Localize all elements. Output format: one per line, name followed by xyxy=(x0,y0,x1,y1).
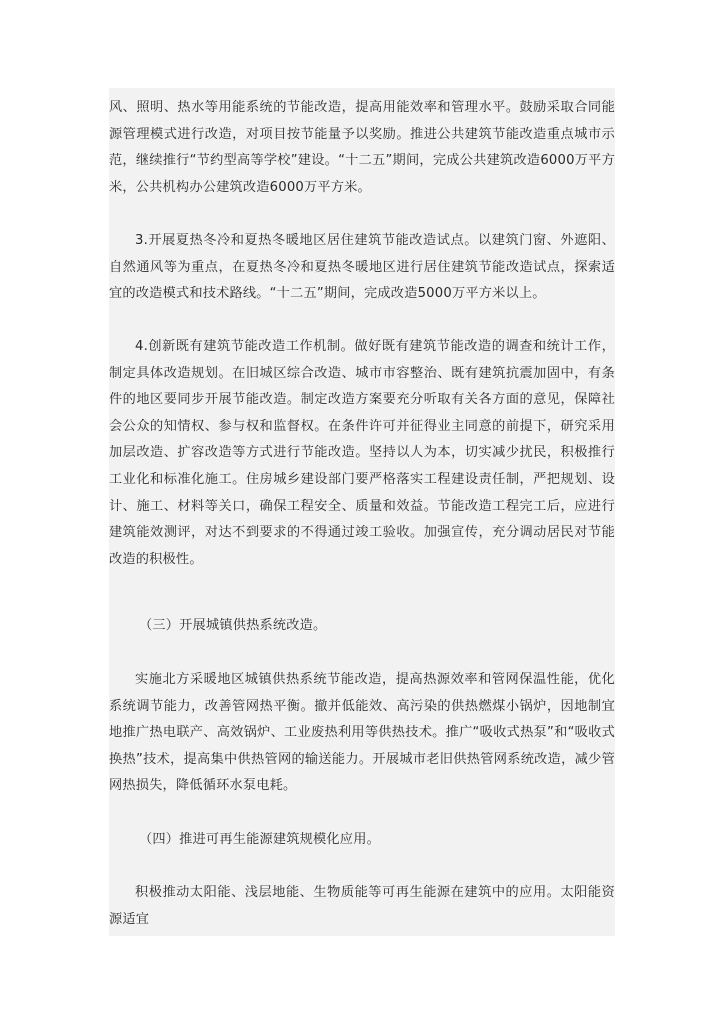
paragraph-heating-system-retrofit: 实施北方采暖地区城镇供热系统节能改造，提高热源效率和管网保温性能，优化系统调节能力，改善管网热平衡。撤并低能效、高污染的供热燃煤小锅炉，因地制宜地推广热电联产、高效锅炉、工业废热利用等供热技术。推广“吸收式热泵”和“吸收式换热”技术，提高集中供热管网的输送能力。开展城市老旧供热管网系统改造，减少管网热损失，降低循环水泵电耗。 xyxy=(109,672,615,794)
paragraph-item-4-retrofit-mechanism: 4.创新既有建筑节能改造工作机制。做好既有建筑节能改造的调查和统计工作，制定具体改造规划。在旧城区综合改造、城市市容整治、既有建筑抗震加固中，有条件的地区要同步开展节能改造。制定改造方案要充分听取有关各方面的意见，保障社会公众的知情权、参与权和监督权。在条件许可并征得业主同意的前提下，研究采用加层改造、扩容改造等方式进行节能改造。坚持以人为本，切实减少扰民，积极推行工业化和标准化施工。住房城乡建设部门要严格落实工程建设责任制，严把规划、设计、施工、材料等关口，确保工程安全、质量和效益。节能改造工程完工后，应进行建筑能效测评，对达不到要求的不得通过竣工验收。加强宣传，充分调动居民对节能改造的积极性。 xyxy=(109,339,615,567)
paragraph-renewable-energy-application: 积极推动太阳能、浅层地能、生物质能等可再生能源在建筑中的应用。太阳能资源适宜 xyxy=(109,885,615,927)
section-heading-3-heating-system: （三）开展城镇供热系统改造。 xyxy=(139,618,327,633)
section-heading-4-renewable-energy: （四）推进可再生能源建筑规模化应用。 xyxy=(139,832,380,847)
paragraph-item-3-residential-retrofit-pilot: 3.开展夏热冬冷和夏热冬暖地区居住建筑节能改造试点。以建筑门窗、外遮阳、自然通风等为重点，在夏热冬冷和夏热冬暖地区进行居住建筑节能改造试点，探索适宜的改造模式和技术路线。“十二五”期间，完成改造5000万平方米以上。 xyxy=(109,233,615,302)
paragraph-public-building-retrofit: 风、照明、热水等用能系统的节能改造，提高用能效率和管理水平。鼓励采取合同能源管理模式进行改造，对项目按节能量予以奖励。推进公共建筑节能改造重点城市示范，继续推行“节约型高等学校”建设。“十二五”期间，完成公共建筑改造6000万平方米，公共机构办公建筑改造6000万平方米。 xyxy=(109,100,615,195)
